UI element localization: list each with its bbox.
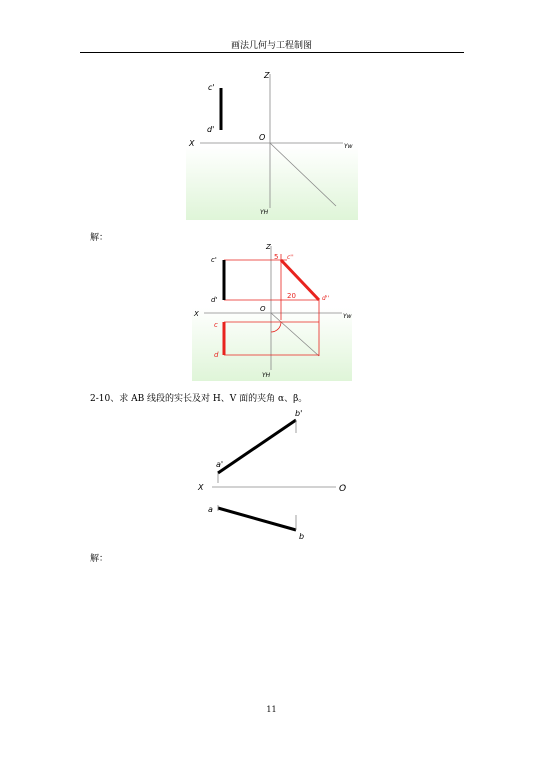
figure-1-background bbox=[186, 146, 358, 220]
label-x: X bbox=[189, 139, 195, 148]
label-d: d bbox=[214, 351, 219, 359]
label-o: O bbox=[339, 484, 347, 494]
dimension-5: 5 bbox=[274, 253, 279, 261]
figure-3 bbox=[194, 405, 354, 545]
dimension-20: 20 bbox=[287, 292, 296, 300]
problem-2-10-text: 2-10、求 AB 线段的实长及对 H、V 面的夹角 α、β。 bbox=[90, 394, 308, 404]
figure-3-drawing bbox=[194, 405, 354, 545]
page-number: 11 bbox=[266, 705, 277, 714]
figure-2 bbox=[192, 240, 352, 381]
label-b: b bbox=[299, 532, 305, 541]
line-a-b bbox=[218, 508, 296, 530]
solution-2-label: 解： bbox=[90, 554, 109, 564]
figure-2-drawing bbox=[192, 240, 352, 381]
figure-1 bbox=[186, 66, 358, 220]
label-c-prime: c' bbox=[211, 256, 217, 264]
label-o: O bbox=[260, 305, 266, 313]
line-a-prime-b-prime bbox=[218, 420, 296, 473]
label-d-prime: d' bbox=[211, 296, 218, 304]
label-a: a bbox=[208, 505, 213, 514]
label-yw: Yw bbox=[344, 143, 353, 150]
figure-1-drawing bbox=[186, 66, 358, 220]
label-d-dprime: d'' bbox=[322, 295, 330, 302]
page-header-title: 画法几何与工程制图 bbox=[230, 41, 312, 51]
label-x: X bbox=[194, 310, 199, 318]
label-c-prime: c' bbox=[208, 83, 215, 92]
label-z: Z bbox=[266, 243, 271, 251]
solution-1-label: 解： bbox=[90, 233, 109, 243]
label-d-prime: d' bbox=[207, 125, 215, 134]
label-yh: YH bbox=[262, 372, 271, 379]
figure-2-background bbox=[192, 308, 352, 381]
label-yh: YH bbox=[260, 209, 269, 216]
label-a-prime: a' bbox=[216, 460, 224, 469]
label-o: O bbox=[259, 133, 266, 142]
label-yw: Yw bbox=[343, 313, 352, 320]
label-z: Z bbox=[264, 71, 270, 80]
label-c: c bbox=[214, 321, 218, 329]
label-b-prime: b' bbox=[295, 409, 303, 418]
label-c-dprime: c'' bbox=[287, 254, 294, 261]
header-rule bbox=[80, 52, 464, 53]
label-x: X bbox=[198, 483, 204, 492]
